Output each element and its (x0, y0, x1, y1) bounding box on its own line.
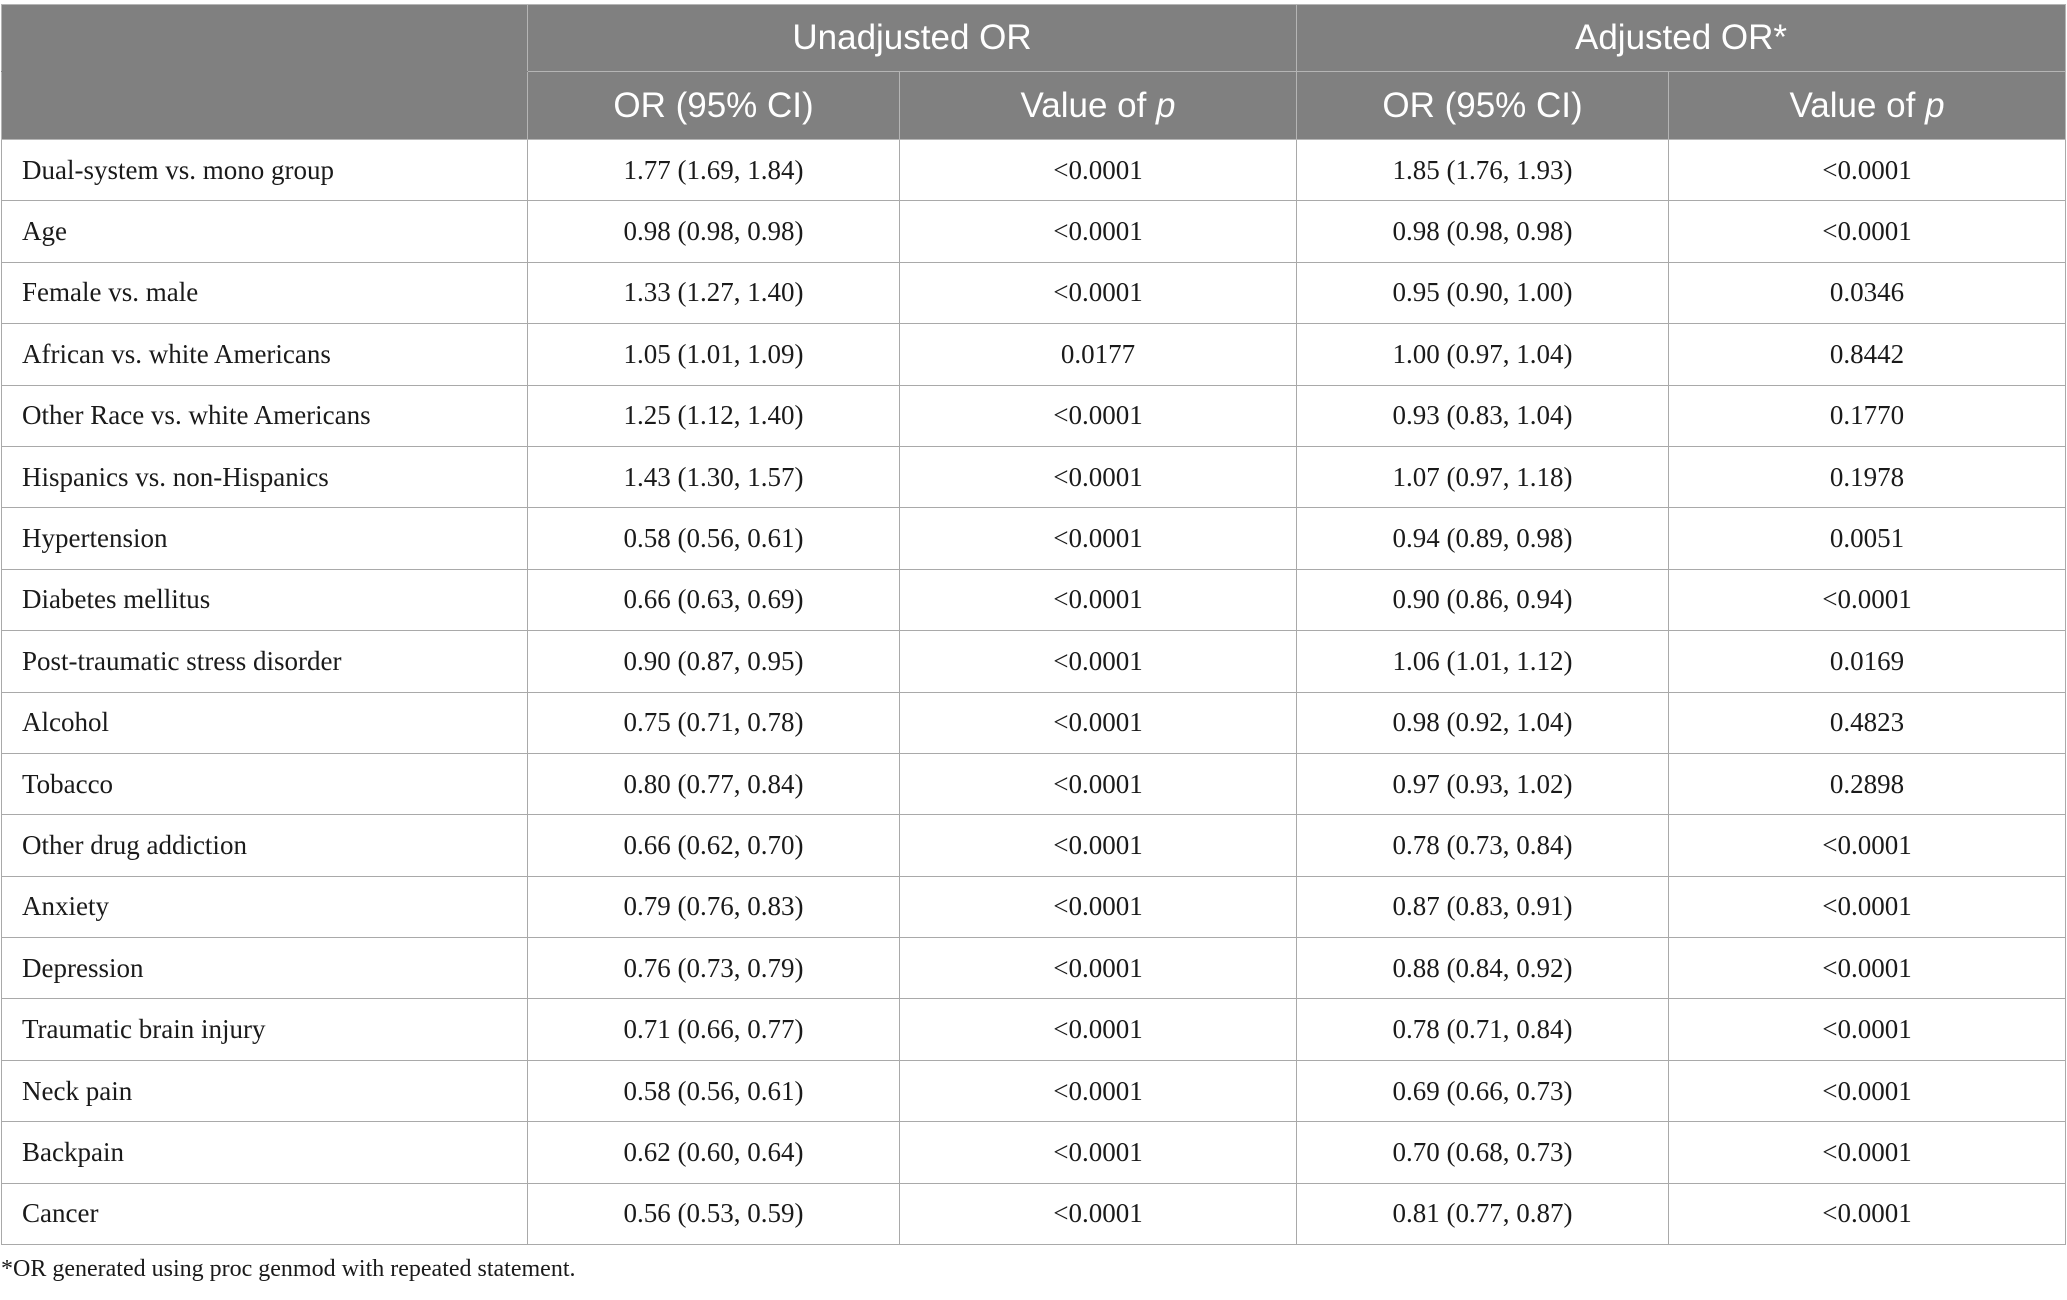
unadjusted-or-ci-cell: 0.90 (0.87, 0.95) (528, 631, 900, 692)
adjusted-p-value-cell: 0.8442 (1669, 324, 2066, 385)
variable-label: Anxiety (2, 876, 528, 937)
table-row (2, 508, 2066, 569)
header-corner-cell (2, 5, 528, 72)
adjusted-or-ci-cell: 1.06 (1.01, 1.12) (1297, 631, 1669, 692)
variable-label: Backpain (2, 1122, 528, 1183)
unadjusted-or-ci-cell: 0.75 (0.71, 0.78) (528, 692, 900, 753)
table-footnote: *OR generated using proc genmod with repeated statement. (1, 1256, 576, 1282)
adjusted-or-ci-cell: 0.94 (0.89, 0.98) (1297, 508, 1669, 569)
adjusted-p-value-cell: <0.0001 (1669, 1183, 2066, 1244)
adjusted-or-ci-cell: 0.88 (0.84, 0.92) (1297, 938, 1669, 999)
variable-label: Traumatic brain injury (2, 999, 528, 1060)
adjusted-or-ci-cell: 0.98 (0.98, 0.98) (1297, 201, 1669, 262)
adjusted-p-value-cell: 0.4823 (1669, 692, 2066, 753)
variable-label: African vs. white Americans (2, 324, 528, 385)
adjusted-p-value-cell: <0.0001 (1669, 938, 2066, 999)
adjusted-p-value-cell: 0.1978 (1669, 446, 2066, 507)
table-row (2, 876, 2066, 937)
adjusted-p-value-cell: <0.0001 (1669, 569, 2066, 630)
variable-label: Hispanics vs. non-Hispanics (2, 446, 528, 507)
unadjusted-or-ci-cell: 1.25 (1.12, 1.40) (528, 385, 900, 446)
unadjusted-p-value-cell: 0.0177 (900, 324, 1297, 385)
unadjusted-p-value-cell: <0.0001 (900, 385, 1297, 446)
adjusted-or-ci-cell: 0.95 (0.90, 1.00) (1297, 262, 1669, 323)
unadjusted-or-ci-cell: 0.58 (0.56, 0.61) (528, 508, 900, 569)
adjusted-or-ci-cell: 0.70 (0.68, 0.73) (1297, 1122, 1669, 1183)
adjusted-p-value-cell: <0.0001 (1669, 815, 2066, 876)
adjusted-p-value-cell: 0.2898 (1669, 753, 2066, 814)
adjusted-p-value-cell: <0.0001 (1669, 1060, 2066, 1121)
unadjusted-p-value-cell: <0.0001 (900, 140, 1297, 201)
table-row (2, 446, 2066, 507)
adjusted-p-value-cell: 0.0169 (1669, 631, 2066, 692)
value-of-text: Value of (1020, 85, 1157, 125)
table-row (2, 938, 2066, 999)
unadjusted-or-ci-cell: 0.62 (0.60, 0.64) (528, 1122, 900, 1183)
adjusted-or-ci-cell: 1.85 (1.76, 1.93) (1297, 140, 1669, 201)
adjusted-p-value-cell: <0.0001 (1669, 140, 2066, 201)
unadjusted-or-ci-cell: 1.33 (1.27, 1.40) (528, 262, 900, 323)
adjusted-p-value-cell: <0.0001 (1669, 876, 2066, 937)
unadjusted-p-value-cell: <0.0001 (900, 569, 1297, 630)
variable-label: Cancer (2, 1183, 528, 1244)
variable-label: Depression (2, 938, 528, 999)
unadjusted-p-value-cell: <0.0001 (900, 631, 1297, 692)
table-row (2, 201, 2066, 262)
adjusted-or-ci-cell: 0.78 (0.73, 0.84) (1297, 815, 1669, 876)
adjusted-or-ci-cell: 0.78 (0.71, 0.84) (1297, 999, 1669, 1060)
table-row (2, 692, 2066, 753)
header-unadjusted-p-value (900, 72, 1297, 140)
unadjusted-or-ci-cell: 0.80 (0.77, 0.84) (528, 753, 900, 814)
header-unadjusted-or: Unadjusted OR (528, 5, 1297, 72)
unadjusted-or-ci-cell: 0.58 (0.56, 0.61) (528, 1060, 900, 1121)
unadjusted-p-value-cell: <0.0001 (900, 446, 1297, 507)
table-body (2, 140, 2066, 1245)
adjusted-or-ci-cell: 0.81 (0.77, 0.87) (1297, 1183, 1669, 1244)
table-row (2, 753, 2066, 814)
table-row (2, 569, 2066, 630)
unadjusted-p-value-cell: <0.0001 (900, 1122, 1297, 1183)
header-adjusted-or: Adjusted OR* (1297, 5, 2066, 72)
adjusted-p-value-cell: <0.0001 (1669, 201, 2066, 262)
adjusted-p-value-cell: 0.0346 (1669, 262, 2066, 323)
unadjusted-p-value-cell: <0.0001 (900, 262, 1297, 323)
unadjusted-or-ci-cell: 1.05 (1.01, 1.09) (528, 324, 900, 385)
unadjusted-or-ci-cell: 1.77 (1.69, 1.84) (528, 140, 900, 201)
unadjusted-p-value-cell: <0.0001 (900, 1060, 1297, 1121)
table-row (2, 631, 2066, 692)
table-row (2, 324, 2066, 385)
table-row (2, 1060, 2066, 1121)
p-symbol: p (1156, 85, 1176, 125)
adjusted-or-ci-cell: 0.90 (0.86, 0.94) (1297, 569, 1669, 630)
adjusted-or-ci-cell: 1.00 (0.97, 1.04) (1297, 324, 1669, 385)
unadjusted-p-value-cell: <0.0001 (900, 753, 1297, 814)
adjusted-p-value-cell: <0.0001 (1669, 1122, 2066, 1183)
adjusted-or-ci-cell: 0.93 (0.83, 1.04) (1297, 385, 1669, 446)
unadjusted-or-ci-cell: 0.56 (0.53, 0.59) (528, 1183, 900, 1244)
unadjusted-or-ci-cell: 0.66 (0.63, 0.69) (528, 569, 900, 630)
unadjusted-or-ci-cell: 0.76 (0.73, 0.79) (528, 938, 900, 999)
unadjusted-p-value-cell: <0.0001 (900, 508, 1297, 569)
variable-label: Tobacco (2, 753, 528, 814)
odds-ratio-table-container (1, 4, 2065, 1245)
unadjusted-or-ci-cell: 0.98 (0.98, 0.98) (528, 201, 900, 262)
unadjusted-or-ci-cell: 1.43 (1.30, 1.57) (528, 446, 900, 507)
header-row-groups (2, 5, 2066, 72)
table-row (2, 262, 2066, 323)
variable-label: Female vs. male (2, 262, 528, 323)
variable-label: Alcohol (2, 692, 528, 753)
variable-label: Diabetes mellitus (2, 569, 528, 630)
table-header (2, 5, 2066, 140)
unadjusted-p-value-cell: <0.0001 (900, 938, 1297, 999)
unadjusted-p-value-cell: <0.0001 (900, 876, 1297, 937)
adjusted-or-ci-cell: 0.98 (0.92, 1.04) (1297, 692, 1669, 753)
unadjusted-p-value-cell: <0.0001 (900, 815, 1297, 876)
header-corner-cell-lower (2, 72, 528, 140)
unadjusted-p-value-cell: <0.0001 (900, 692, 1297, 753)
table-row (2, 1183, 2066, 1244)
table-row (2, 385, 2066, 446)
unadjusted-or-ci-cell: 0.71 (0.66, 0.77) (528, 999, 900, 1060)
unadjusted-p-value-cell: <0.0001 (900, 201, 1297, 262)
adjusted-or-ci-cell: 0.87 (0.83, 0.91) (1297, 876, 1669, 937)
variable-label: Other Race vs. white Americans (2, 385, 528, 446)
header-adjusted-or-ci: OR (95% CI) (1297, 72, 1669, 140)
variable-label: Dual-system vs. mono group (2, 140, 528, 201)
adjusted-p-value-cell: 0.1770 (1669, 385, 2066, 446)
adjusted-or-ci-cell: 1.07 (0.97, 1.18) (1297, 446, 1669, 507)
table-row (2, 999, 2066, 1060)
unadjusted-or-ci-cell: 0.66 (0.62, 0.70) (528, 815, 900, 876)
variable-label: Other drug addiction (2, 815, 528, 876)
adjusted-p-value-cell: 0.0051 (1669, 508, 2066, 569)
odds-ratio-table (1, 4, 2066, 1245)
table-row (2, 815, 2066, 876)
variable-label: Post-traumatic stress disorder (2, 631, 528, 692)
value-of-text: Value of (1789, 85, 1926, 125)
table-row (2, 1122, 2066, 1183)
unadjusted-p-value-cell: <0.0001 (900, 1183, 1297, 1244)
header-row-sub (2, 72, 2066, 140)
header-adjusted-p-value (1669, 72, 2066, 140)
adjusted-or-ci-cell: 0.69 (0.66, 0.73) (1297, 1060, 1669, 1121)
adjusted-p-value-cell: <0.0001 (1669, 999, 2066, 1060)
variable-label: Hypertension (2, 508, 528, 569)
variable-label: Age (2, 201, 528, 262)
table-row (2, 140, 2066, 201)
header-unadjusted-or-ci: OR (95% CI) (528, 72, 900, 140)
unadjusted-or-ci-cell: 0.79 (0.76, 0.83) (528, 876, 900, 937)
unadjusted-p-value-cell: <0.0001 (900, 999, 1297, 1060)
variable-label: Neck pain (2, 1060, 528, 1121)
adjusted-or-ci-cell: 0.97 (0.93, 1.02) (1297, 753, 1669, 814)
p-symbol: p (1925, 85, 1945, 125)
